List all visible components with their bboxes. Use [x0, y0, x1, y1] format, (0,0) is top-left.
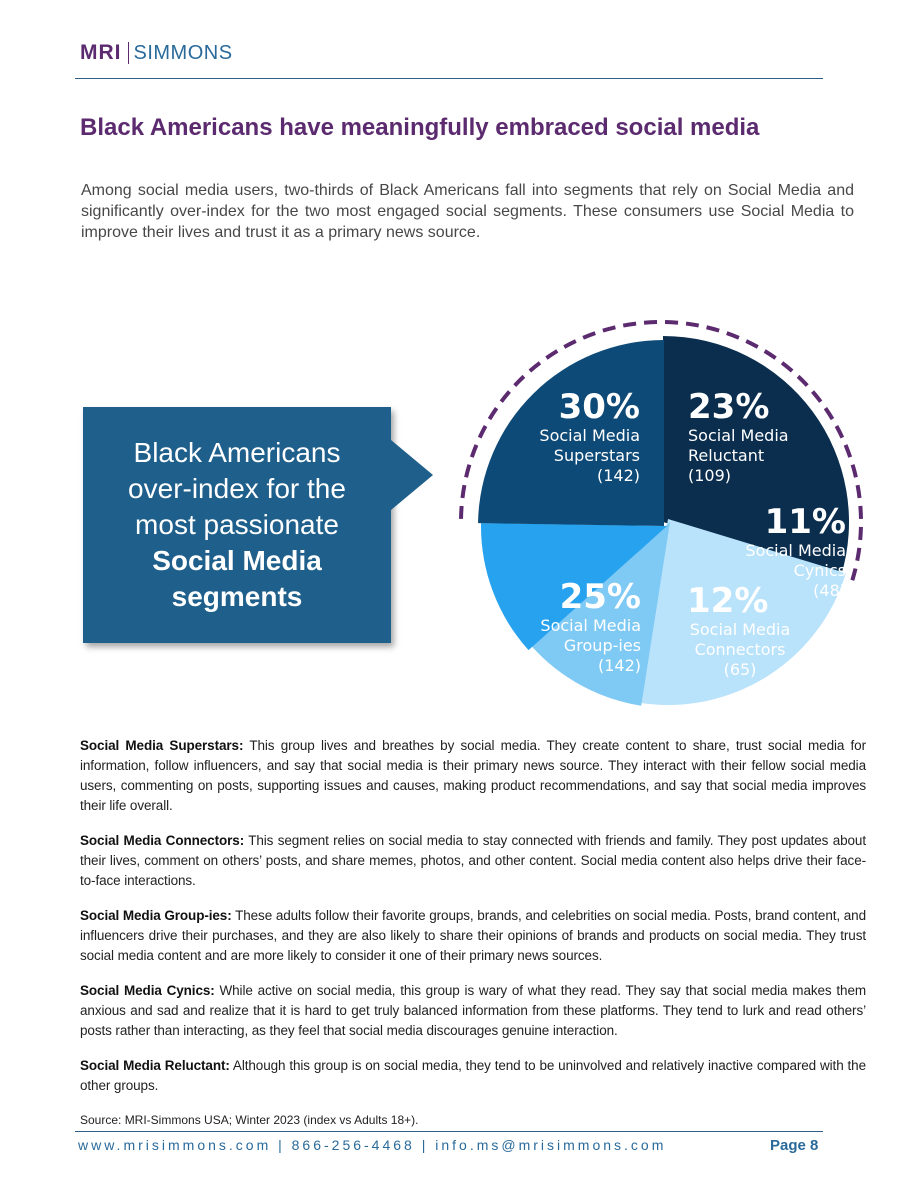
- label-groupies-name-1: Social Media: [540, 616, 641, 635]
- callout-arrow: [391, 440, 433, 510]
- label-cynics-name-1: Social Media: [745, 541, 846, 560]
- label-superstars-pct: 30%: [558, 387, 640, 427]
- source-note: Source: MRI-Simmons USA; Winter 2023 (index vs Adults 18+).: [80, 1113, 419, 1127]
- desc-connectors-text: This segment relies on social media to stay connected with friends and family. They post updates about their lives, comment on others’ posts, and share memes, photos, and other content. Social media content also helps drive their face-to-face interactions.: [80, 833, 866, 888]
- logo-simmons-text: SIMMONS: [133, 41, 233, 64]
- label-connectors-name-1: Social Media: [689, 620, 791, 639]
- desc-superstars: [80, 736, 866, 816]
- desc-cynics-text: While active on social media, this group is wary of what they read. They say that social media makes them anxious and sad and realize that it is hard to get truly balanced information from these platforms. They tend to lurk and read others’ posts rather than interacting, as they feel that social media discourages genuine interaction.: [80, 983, 866, 1038]
- callout-box: [83, 407, 391, 643]
- label-cynics-name-2: Cynics: [793, 561, 846, 580]
- desc-reluctant: [80, 1056, 866, 1096]
- label-superstars-name-2: Superstars: [553, 446, 640, 465]
- desc-groupies-text: These adults follow their favorite groups, brands, and celebrities on social media. Posts, brand content, and influencers drive their purchases, and they are also likely to share their opinions of brands and products on social media. They trust social media content and are more likely to consider it one of their primary news sources.: [80, 908, 866, 963]
- label-superstars-name-1: Social Media: [539, 426, 640, 445]
- desc-superstars-term: Social Media Superstars:: [80, 738, 244, 753]
- logo-mri-text: MRI: [80, 41, 122, 64]
- label-connectors-index: (65): [723, 660, 757, 679]
- footer-rule: [75, 1131, 823, 1132]
- label-superstars-index: (142): [596, 466, 640, 485]
- desc-groupies-term: Social Media Group-ies:: [80, 908, 232, 923]
- desc-cynics-term: Social Media Cynics:: [80, 983, 215, 998]
- page-number: Page 8: [770, 1137, 819, 1154]
- header-rule: [75, 78, 823, 79]
- callout-line-5: segments: [171, 581, 303, 612]
- label-reluctant-name-1: Social Media: [688, 426, 789, 445]
- label-reluctant-name-2: Reluctant: [688, 446, 765, 465]
- label-cynics-pct: 11%: [764, 502, 846, 542]
- label-reluctant-index: (109): [688, 466, 732, 485]
- label-groupies-index: (142): [597, 656, 641, 675]
- logo: [80, 40, 233, 66]
- label-superstars: [520, 388, 640, 486]
- desc-connectors-term: Social Media Connectors:: [80, 833, 245, 848]
- callout-line-1: Black Americans: [133, 437, 341, 468]
- footer-contact: www.mrisimmons.com | 866-256-4468 | info.ms@mrisimmons.com: [78, 1137, 667, 1153]
- desc-reluctant-term: Social Media Reluctant:: [80, 1058, 230, 1073]
- logo-divider: [128, 42, 129, 64]
- desc-connectors: [80, 831, 866, 891]
- label-reluctant: [688, 388, 808, 486]
- desc-groupies: [80, 906, 866, 966]
- desc-reluctant-text: Although this group is on social media, they tend to be uninvolved and relatively inactive compared with the other groups.: [80, 1058, 866, 1093]
- label-groupies-pct: 25%: [559, 577, 641, 617]
- label-groupies-name-2: Group-ies: [563, 636, 641, 655]
- intro-paragraph: Among social media users, two-thirds of Black Americans fall into segments that rely on Social Media and significantly over-index for the two most engaged social segments. These consumers use Social Media to improve their lives and trust it as a primary news source.: [81, 182, 854, 241]
- callout-line-2: over-index for the: [128, 473, 346, 504]
- callout-line-4: Social Media: [152, 545, 322, 576]
- label-cynics-index: (48): [813, 581, 846, 600]
- label-connectors-name-2: Connectors: [694, 640, 786, 659]
- label-connectors: [673, 582, 807, 680]
- desc-cynics: [80, 981, 866, 1041]
- desc-superstars-text: This group lives and breathes by social media. They create content to share, trust social media for information, follow influencers, and say that social media is their primary news source. They interact with their fellow social media users, commenting on posts, supporting issues and causes, making product recommendations, and say that social media improves their life overall.: [80, 738, 866, 813]
- label-connectors-pct: 12%: [687, 581, 769, 621]
- page-title: Black Americans have meaningfully embraced social media: [80, 114, 760, 141]
- callout-line-3: most passionate: [135, 509, 339, 540]
- label-reluctant-pct: 23%: [688, 387, 770, 427]
- label-groupies: [520, 578, 641, 676]
